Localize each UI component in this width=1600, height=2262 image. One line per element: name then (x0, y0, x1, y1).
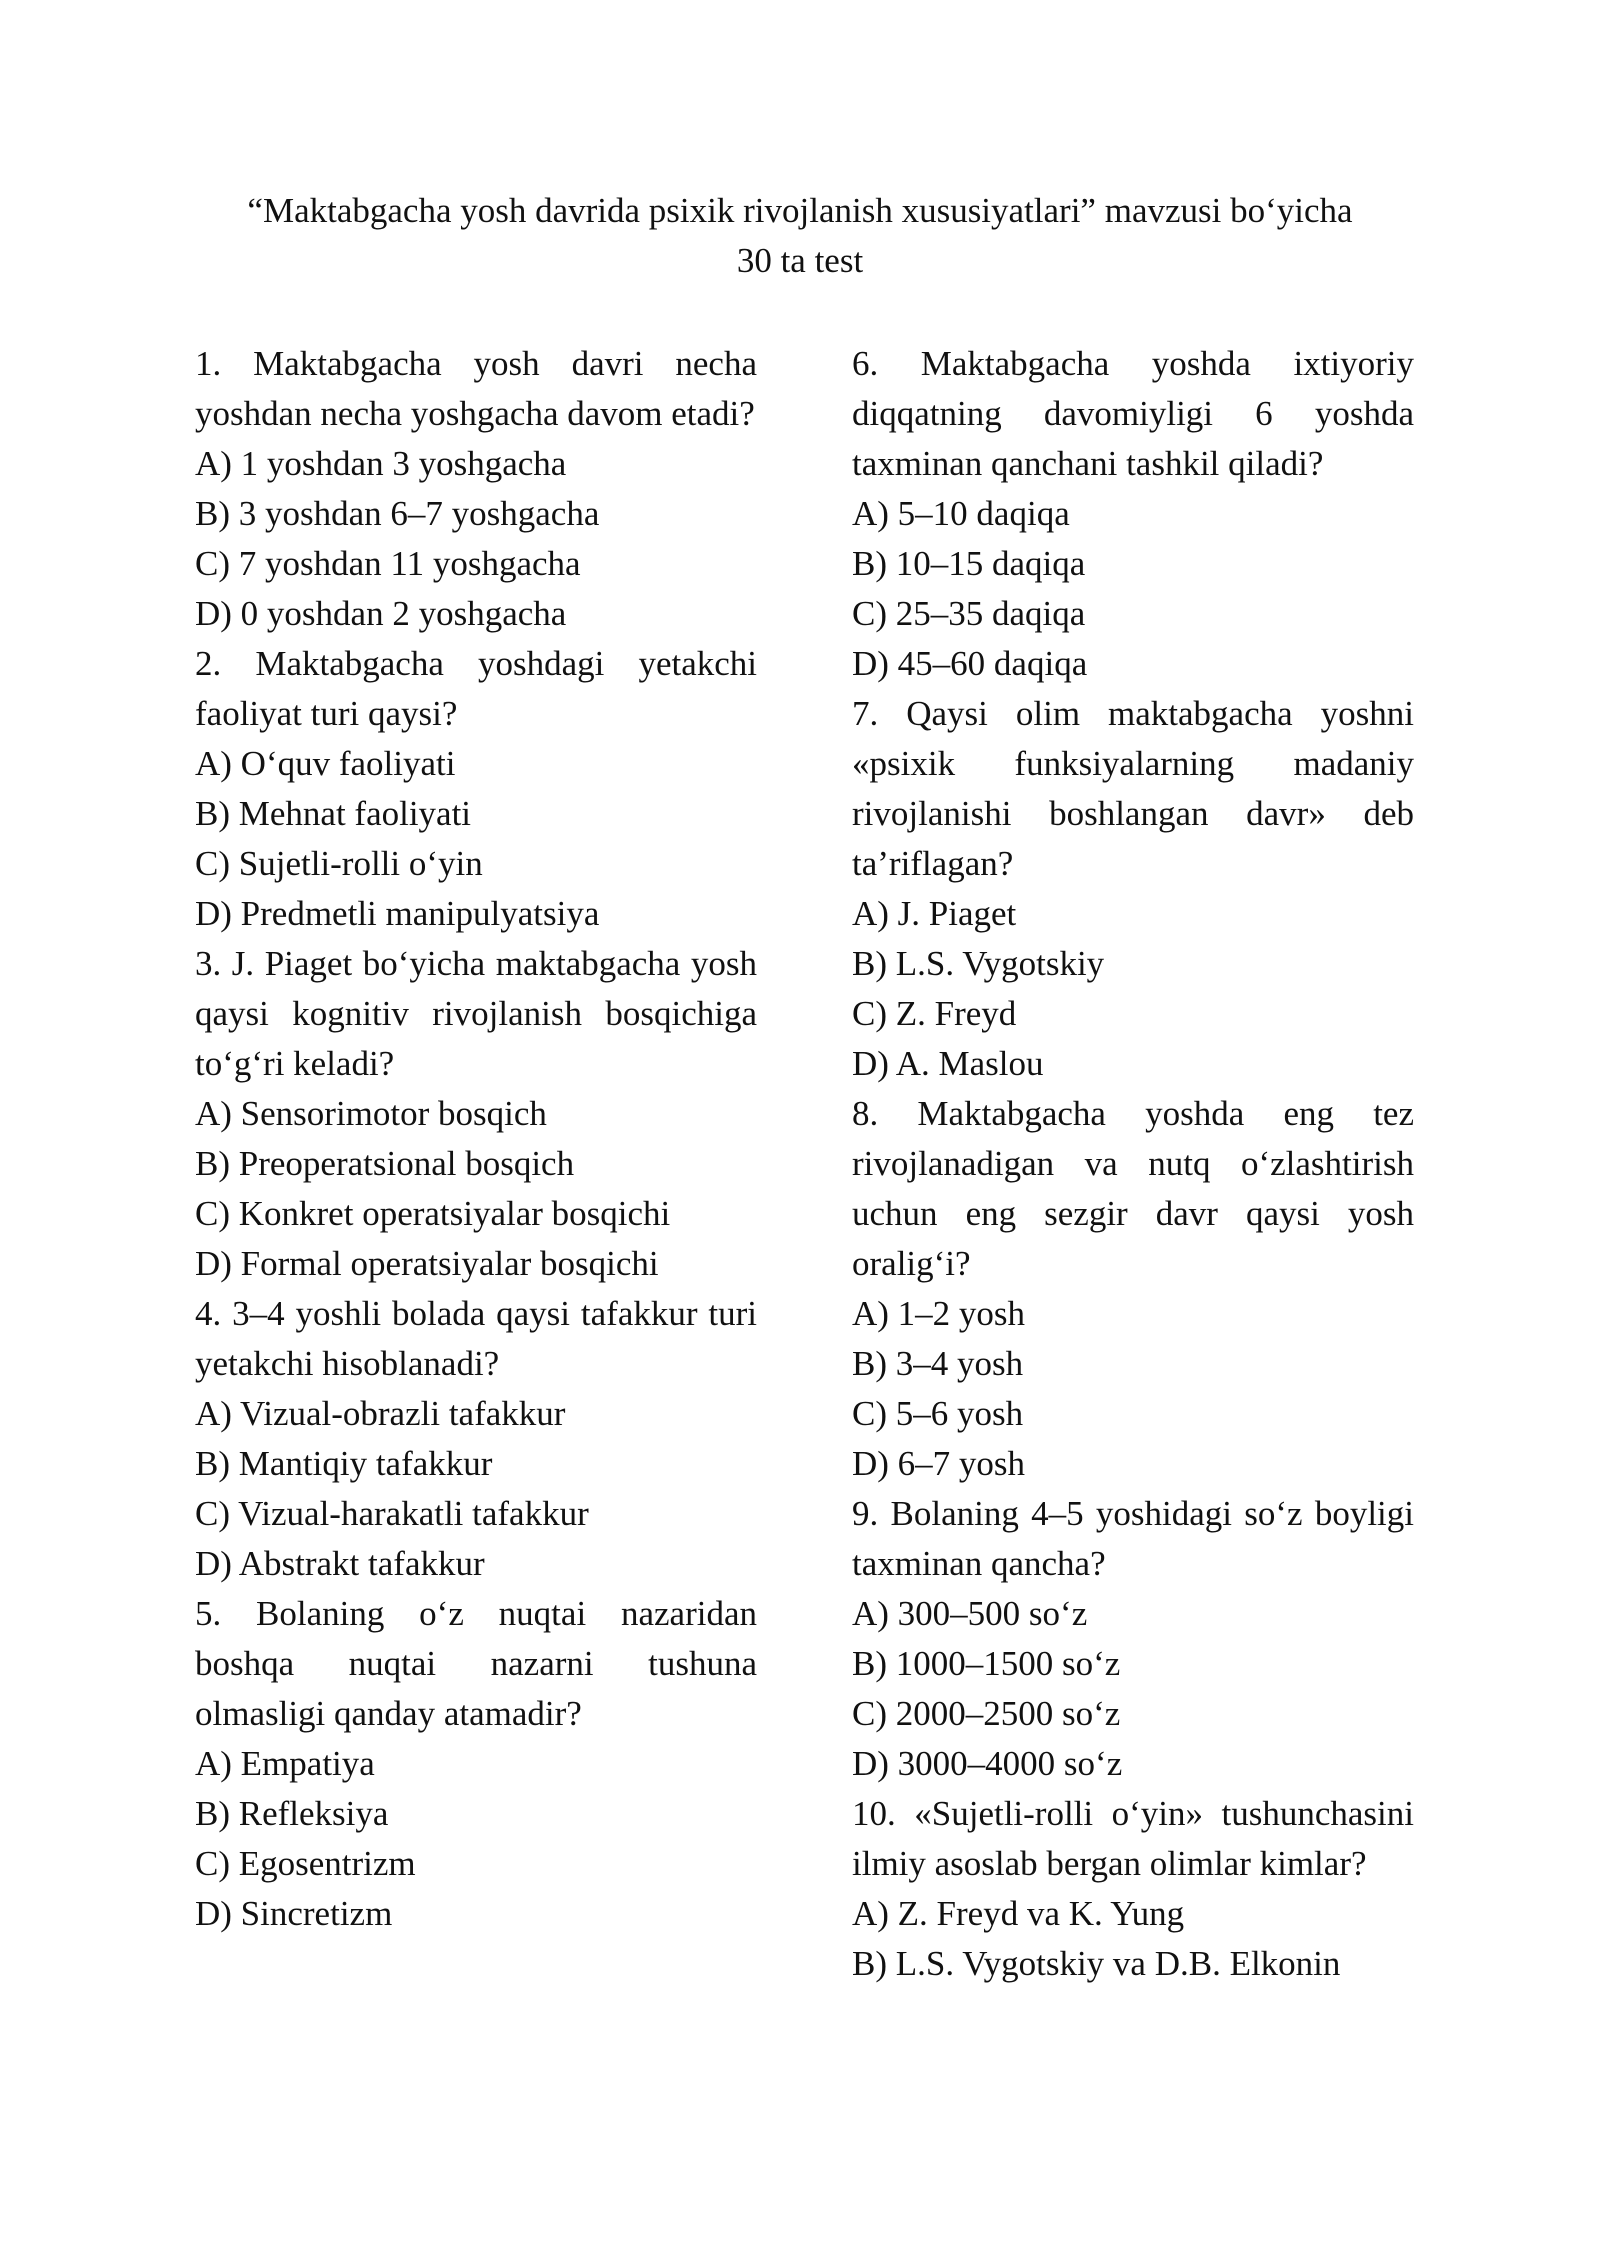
answer-option-c: C) Z. Freyd (852, 994, 1017, 1033)
answer-option-a: A) 300–500 so‘z (852, 1594, 1088, 1633)
answer-option-b: B) L.S. Vygotskiy (852, 944, 1105, 983)
question-text: 4. 3–4 yoshli bolada qaysi tafakkur turi yetakchi hisoblanadi? (195, 1294, 757, 1383)
question-block (852, 1089, 1414, 1489)
answer-option-d: D) Predmetli manipulyatsiya (195, 894, 600, 933)
question-block (852, 689, 1414, 1089)
left-column (195, 339, 757, 1939)
answer-option-d: D) Abstrakt tafakkur (195, 1544, 485, 1583)
answer-option-c: C) Egosentrizm (195, 1844, 416, 1883)
answer-option-b: B) 3 yoshdan 6–7 yoshgacha (195, 494, 600, 533)
right-column (852, 339, 1414, 1989)
answer-option-a: A) Z. Freyd va K. Yung (852, 1894, 1185, 1933)
answer-option-b: B) 1000–1500 so‘z (852, 1644, 1121, 1683)
answer-option-b: B) Preoperatsional bosqich (195, 1144, 575, 1183)
question-block (195, 1289, 757, 1589)
answer-option-b: B) L.S. Vygotskiy va D.B. Elkonin (852, 1944, 1341, 1983)
question-block (852, 1489, 1414, 1789)
title-line-2: 30 ta test (736, 241, 864, 280)
question-text: 10. «Sujetli-rolli o‘yin» tushunchasini ilmiy asoslab bergan olimlar kimlar? (852, 1794, 1414, 1883)
answer-option-c: C) 25–35 daqiqa (852, 594, 1086, 633)
question-text: 5. Bolaning o‘z nuqtai nazaridan boshqa nuqtai nazarni tushuna olmasligi qanday atamadir? (195, 1594, 757, 1733)
answer-option-b: B) Refleksiya (195, 1794, 389, 1833)
answer-option-a: A) Vizual-obrazli tafakkur (195, 1394, 566, 1433)
answer-option-b: B) 10–15 daqiqa (852, 544, 1086, 583)
answer-option-a: A) J. Piaget (852, 894, 1017, 933)
question-block (195, 339, 757, 639)
answer-option-d: D) 45–60 daqiqa (852, 644, 1088, 683)
answer-option-a: A) O‘quv faoliyati (195, 744, 456, 783)
question-text: 8. Maktabgacha yoshda eng tez rivojlanadigan va nutq o‘zlashtirish uchun eng sezgir davr qaysi yosh oralig‘i? (852, 1094, 1414, 1283)
question-block (195, 1589, 757, 1939)
answer-option-a: A) Empatiya (195, 1744, 375, 1783)
answer-option-b: B) Mantiqiy tafakkur (195, 1444, 493, 1483)
answer-option-a: A) 1 yoshdan 3 yoshgacha (195, 444, 567, 483)
title-line-1: “Maktabgacha yosh davrida psixik rivojlanish xususiyatlari” mavzusi bo‘yicha (247, 191, 1353, 230)
answer-option-c: C) Konkret operatsiyalar bosqichi (195, 1194, 671, 1233)
answer-option-a: A) 1–2 yosh (852, 1294, 1026, 1333)
answer-option-d: D) A. Maslou (852, 1044, 1044, 1083)
answer-option-c: C) 2000–2500 so‘z (852, 1694, 1121, 1733)
page-title (190, 186, 1410, 286)
answer-option-c: C) 5–6 yosh (852, 1394, 1024, 1433)
question-text: 2. Maktabgacha yoshdagi yetakchi faoliyat turi qaysi? (195, 644, 757, 733)
answer-option-b: B) Mehnat faoliyati (195, 794, 472, 833)
answer-option-a: A) Sensorimotor bosqich (195, 1094, 547, 1133)
answer-option-d: D) Formal operatsiyalar bosqichi (195, 1244, 659, 1283)
answer-option-c: C) Vizual-harakatli tafakkur (195, 1494, 589, 1533)
question-text: 7. Qaysi olim maktabgacha yoshni «psixik funksiyalarning madaniy rivojlanishi boshlangan davr» deb ta’riflagan? (852, 694, 1414, 883)
answer-option-d: D) 0 yoshdan 2 yoshgacha (195, 594, 567, 633)
answer-option-d: D) 6–7 yosh (852, 1444, 1026, 1483)
question-text: 9. Bolaning 4–5 yoshidagi so‘z boyligi taxminan qancha? (852, 1494, 1414, 1583)
answer-option-c: C) 7 yoshdan 11 yoshgacha (195, 544, 581, 583)
question-text: 3. J. Piaget bo‘yicha maktabgacha yosh qaysi kognitiv rivojlanish bosqichiga to‘g‘ri keladi? (195, 944, 757, 1083)
question-block (195, 939, 757, 1289)
answer-option-d: D) 3000–4000 so‘z (852, 1744, 1123, 1783)
question-text: 6. Maktabgacha yoshda ixtiyoriy diqqatning davomiyligi 6 yoshda taxminan qanchani tashkil qiladi? (852, 344, 1414, 483)
question-block (195, 639, 757, 939)
question-block (852, 339, 1414, 689)
question-text: 1. Maktabgacha yosh davri necha yoshdan necha yoshgacha davom etadi? (195, 344, 757, 433)
answer-option-b: B) 3–4 yosh (852, 1344, 1024, 1383)
answer-option-a: A) 5–10 daqiqa (852, 494, 1070, 533)
answer-option-d: D) Sincretizm (195, 1894, 393, 1933)
answer-option-c: C) Sujetli-rolli o‘yin (195, 844, 483, 883)
question-block (852, 1789, 1414, 1989)
